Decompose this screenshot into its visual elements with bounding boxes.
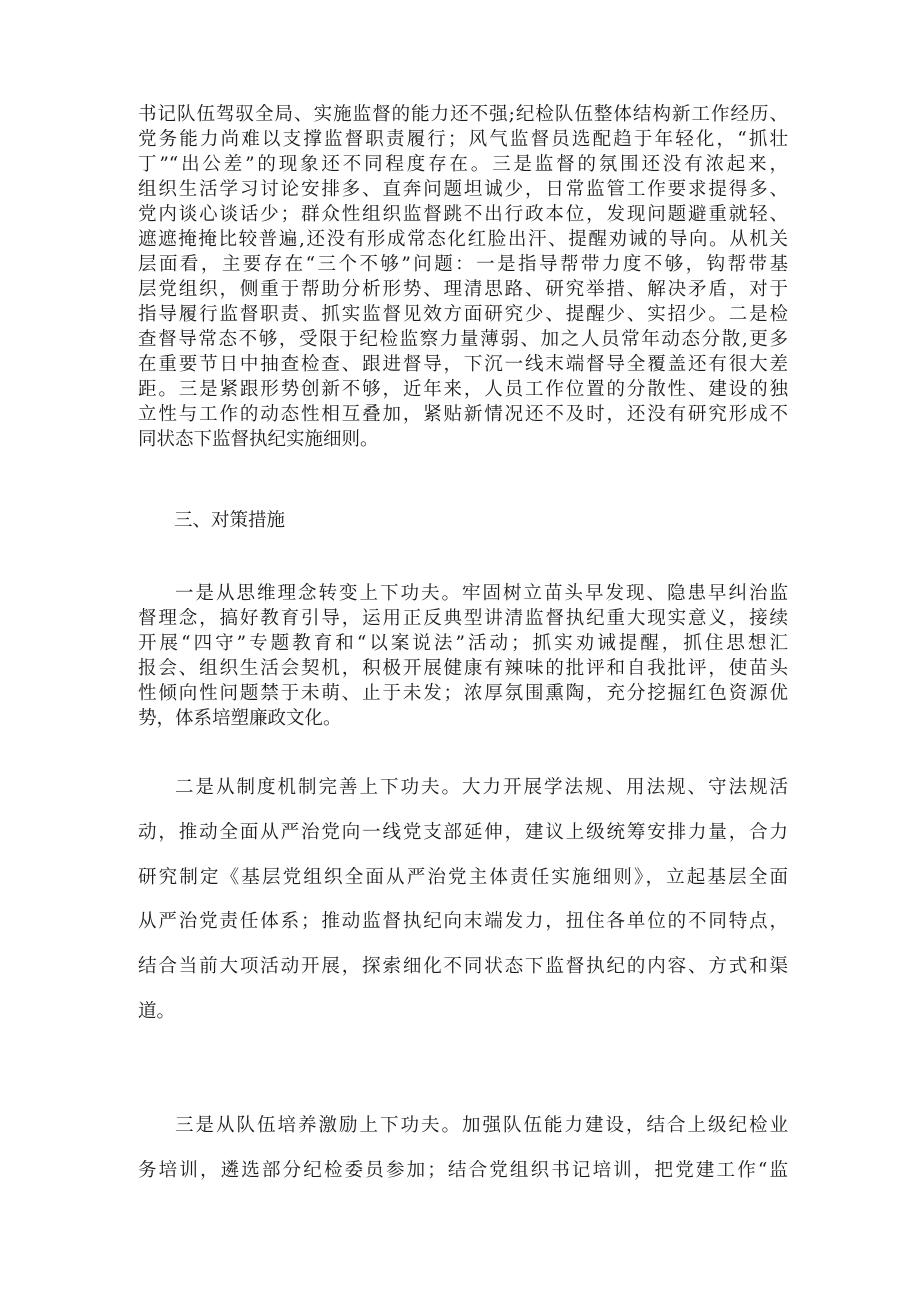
text-line: 在重要节日中抽查检查、跟进督导，下沉一线末端督导全覆盖还有很大差 xyxy=(138,354,788,375)
text-line: 指导履行监督职责、抓实监督见效方面研究少、提醒少、实招少。二是检 xyxy=(138,304,788,325)
text-line: 立性与工作的动态性相互叠加，紧贴新情况还不及时，还没有研究形成不 xyxy=(138,404,788,425)
paragraph-intro xyxy=(138,102,788,452)
text-line: 查督导常态不够，受限于纪检监察力量薄弱、加之人员常年动态分散,更多 xyxy=(138,329,788,350)
text-line: 丁”“出公差”的现象还不同程度存在。三是监督的氛围还没有浓起来， xyxy=(138,154,788,175)
text-line: 督理念，搞好教育引导，运用正反典型讲清监督执纪重大现实意义，接续 xyxy=(138,608,788,629)
text-line: 研究制定《基层党组织全面从严治党主体责任实施细则》，立起基层全面 xyxy=(138,866,788,888)
text-line: 二是从制度机制完善上下功夫。大力开展学法规、用法规、守法规活 xyxy=(175,777,788,798)
text-line: 报会、组织生活会契机，积极开展健康有辣味的批评和自我批评，使苗头 xyxy=(138,658,788,679)
text-line: 结合当前大项活动开展，探索细化不同状态下监督执纪的内容、方式和渠 xyxy=(138,956,788,978)
text-line: 遮遮掩掩比较普遍,还没有形成常态化红脸出汗、提醒劝诫的导向。从机关 xyxy=(138,229,788,250)
text-line: 组织生活学习讨论安排多、直奔问题坦诚少，日常监管工作要求提得多、 xyxy=(138,179,788,200)
text-line: 距。三是紧跟形势创新不够，近年来，人员工作位置的分散性、建设的独 xyxy=(138,379,788,400)
text-line: 开展“四守”专题教育和“以案说法”活动；抓实劝诫提醒，抓住思想汇 xyxy=(138,633,788,654)
paragraph-measure-three xyxy=(138,1104,788,1194)
paragraph-measure-one xyxy=(138,581,788,731)
text-line: 层党组织，侧重于帮助分析形势、理清思路、研究举措、解决矛盾，对于 xyxy=(138,279,788,300)
text-line: 性倾向性问题禁于未萌、止于未发；浓厚氛围熏陶，充分挖掘红色资源优 xyxy=(138,683,788,704)
text-line: 三是从队伍培养激励上下功夫。加强队伍能力建设，结合上级纪检业 xyxy=(175,1115,788,1136)
text-line: 党内谈心谈话少；群众性组织监督跳不出行政本位，发现问题避重就轻、 xyxy=(138,204,788,225)
text-line: 一是从思维理念转变上下功夫。牢固树立苗头早发现、隐患早纠治监 xyxy=(175,583,788,604)
text-line: 同状态下监督执纪实施细则。 xyxy=(138,429,379,450)
text-line: 务培训，遴选部分纪检委员参加；结合党组织书记培训，把党建工作“监 xyxy=(138,1159,788,1181)
text-line: 动，推动全面从严治党向一线党支部延伸，建议上级统筹安排力量，合力 xyxy=(138,821,788,843)
text-line: 从严治党责任体系；推动监督执纪向末端发力，扭住各单位的不同特点， xyxy=(138,911,788,933)
text-line: 势，体系培塑廉政文化。 xyxy=(138,708,342,729)
paragraph-measure-two xyxy=(138,766,788,1035)
text-line: 党务能力尚难以支撑监督职责履行；风气监督员选配趋于年轻化，“抓壮 xyxy=(138,129,788,150)
section-heading: 三、对策措施 xyxy=(174,510,286,531)
text-line: 层面看，主要存在“三个不够”问题：一是指导帮带力度不够，钩帮带基 xyxy=(138,254,788,275)
text-line: 书记队伍驾驭全局、实施监督的能力还不强;纪检队伍整体结构新工作经历、 xyxy=(138,104,788,125)
text-line: 道。 xyxy=(138,1000,176,1022)
